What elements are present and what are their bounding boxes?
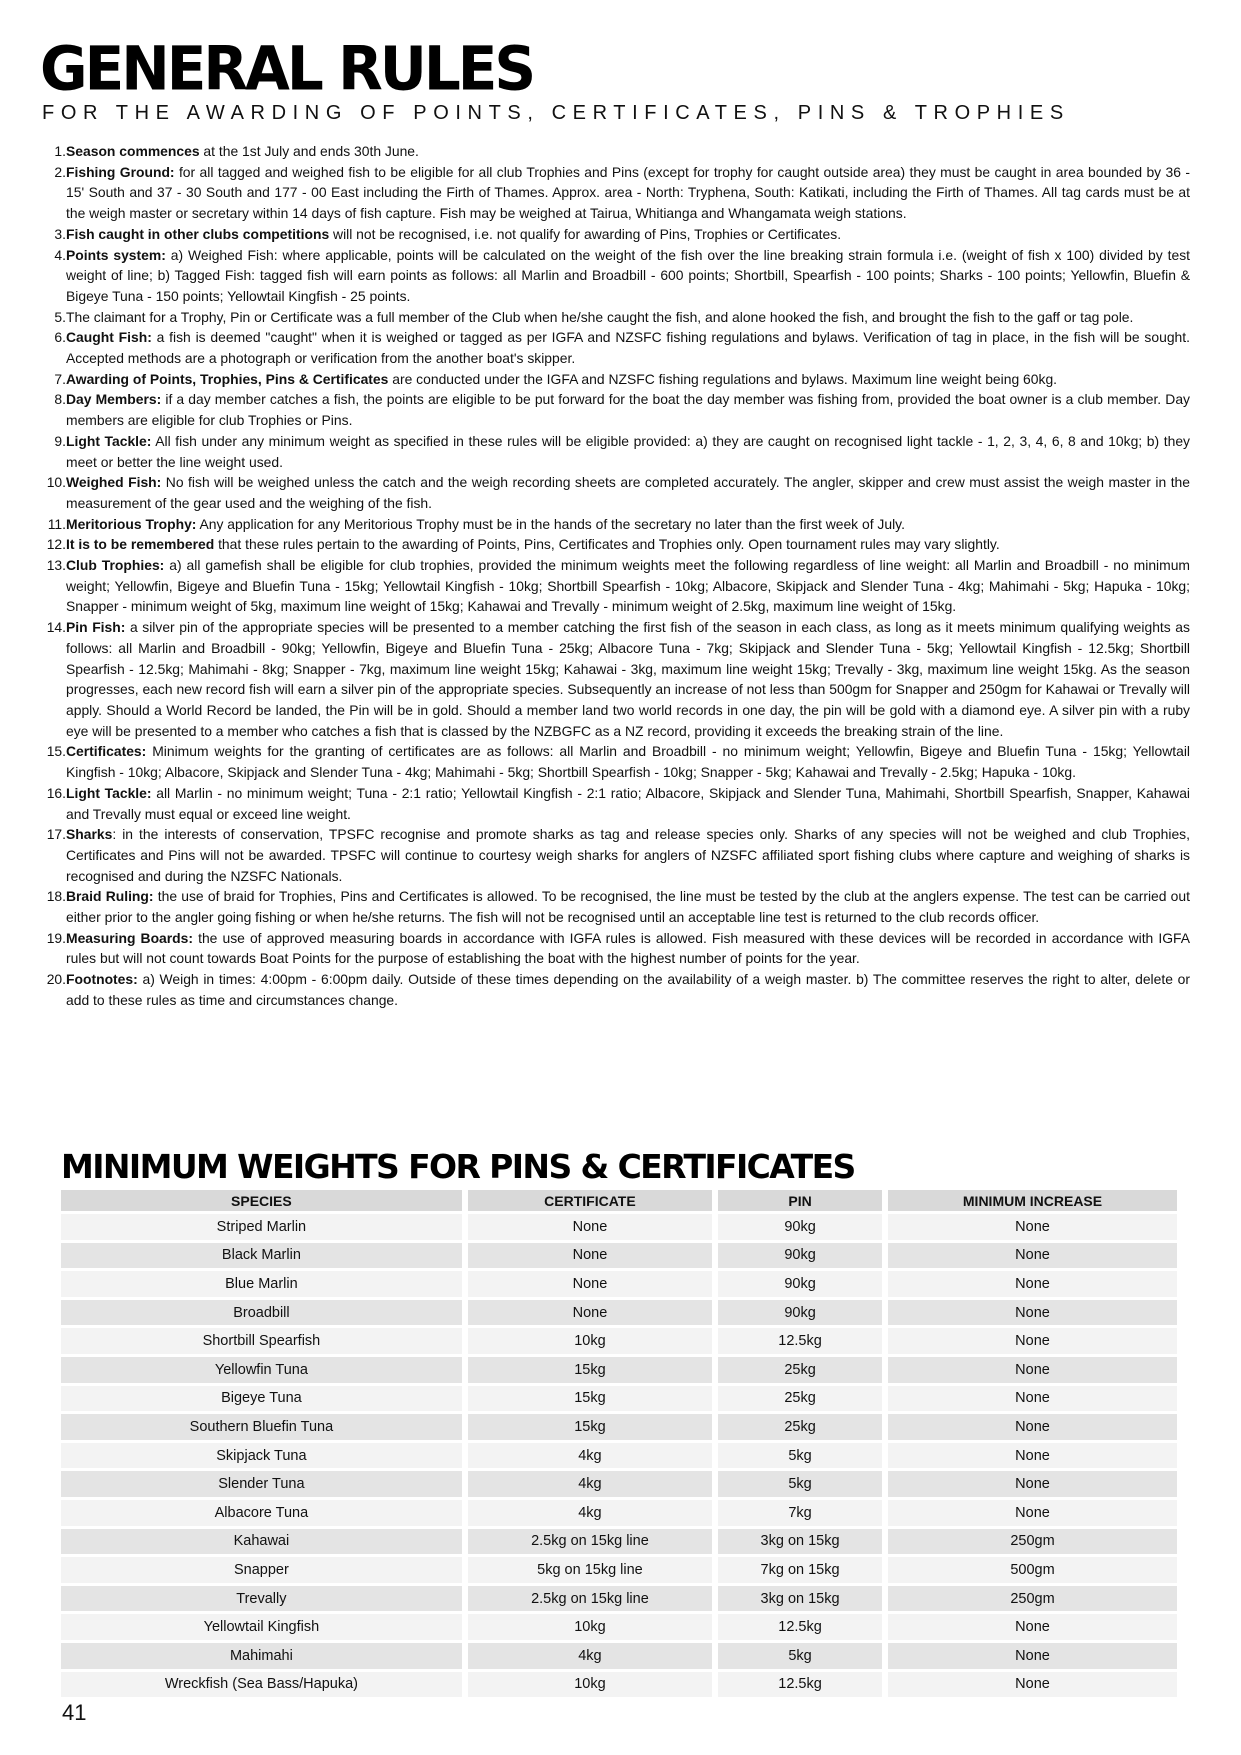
table-cell: 3kg on 15kg [718,1586,882,1612]
table-cell: None [888,1328,1177,1354]
table-cell: Wreckfish (Sea Bass/Hapuka) [61,1672,462,1698]
rule-item [54,141,1190,162]
table-cell: 10kg [468,1328,712,1354]
rule-heading: Season commences [66,143,200,159]
rule-number: 10. [46,474,66,491]
rules-list [46,141,1191,1011]
table-cell: Snapper [61,1557,462,1583]
rule-text: Any application for any Meritorious Trophy must be in the hands of the secretary no later than the first week of July. [196,515,905,532]
rule-number: 17. [46,826,66,843]
rule-item [46,928,1190,969]
table-cell: 10kg [468,1614,712,1640]
table-row [61,1586,1177,1612]
table-cell: 5kg [718,1471,882,1497]
table-cell: Striped Marlin [61,1214,462,1240]
table-cell: Broadbill [61,1300,462,1326]
table-row [61,1357,1177,1383]
table-cell: 7kg on 15kg [718,1557,882,1583]
table-cell: 7kg [718,1500,882,1526]
rule-text: at the 1st July and ends 30th June. [199,143,419,159]
table-row [61,1529,1177,1555]
table-cell: Albacore Tuna [61,1500,462,1526]
table-row [61,1386,1177,1412]
table-cell: 5kg [718,1443,882,1469]
rule-item [46,555,1190,617]
rule-item [54,389,1190,430]
rule-number: 20. [46,971,66,988]
table-row [61,1500,1177,1526]
table-cell: 4kg [468,1643,712,1669]
table-cell: 12.5kg [718,1672,882,1698]
table-cell: Slender Tuna [61,1471,462,1497]
table-cell: 90kg [718,1243,882,1269]
rule-text: are conducted under the IGFA and NZSFC fishing regulations and bylaws. Maximum line weight being 60kg. [388,370,1058,387]
table-cell: Bigeye Tuna [61,1386,462,1412]
rule-item [54,245,1190,307]
page-number: 41 [62,1700,87,1725]
table-row [61,1300,1177,1326]
table-cell: 12.5kg [718,1328,882,1354]
rule-text: Minimum weights for the granting of certificates are as follows: all Marlin and Broadbill - no minimum weight; Yellowfin, Bigeye and Bluefin Tuna - 15kg; Yellowtail Kingfish - 10kg; Albacore, Skipjack and Slender Tuna - 4kg; Mahimahi - 5kg; Shortbill Spearfish - 10kg; Snapper - 5kg; Kahawai and Trevally - 2.5kg; Hapuka - 10kg. [66,743,1190,781]
rule-item [54,431,1190,472]
column-header: SPECIES [61,1190,462,1211]
rule-heading: Points system: [66,246,166,263]
rule-text: a silver pin of the appropriate species will be presented to a member catching the first fish of the season in each class, as long as it meets minimum qualifying weights as follows: all Marlin and Broadbill - 90kg; Yellowfin, Bigeye and Bluefin Tuna - 25kg; Albacore Tuna - 7kg; Skipjack and Slender Tuna - 5kg; Yellowtail Kingfish - 12.5kg; Shortbill Spearfish - 12.5kg; Mahimahi - 8kg; Snapper - 7kg, maximum line weight 15kg; Kahawai - 3kg, maximum line weight 15kg; Trevally - 3kg, maximum line weight 15kg. As the season progresses, each new record fish will earn a silver pin of the appropriate species. Subsequently an increase of not less than 500gm for Snapper and 250gm for Kahawai or Trevally will apply. Should a World Record be landed, the Pin will be in gold. Should a member land two world records in one day, the pin will be gold with a diamond eye. A silver pin with a ruby eye will be presented to a member who catches a fish that is classed by the NZBGFC as a NZ record, providing it exceeds the breaking strain of the line. [66,619,1190,739]
table-cell: 5kg [718,1643,882,1669]
rule-text: the use of braid for Trophies, Pins and Certificates is allowed. To be recognised, the line must be tested by the club at the anglers expense. The test can be carried out either prior to the angler going fishing or when he/she returns. The fish will not be recognised until an acceptable line test is returned to the club records officer. [66,888,1190,926]
table-row [61,1614,1177,1640]
column-header: CERTIFICATE [468,1190,712,1211]
rule-heading: Sharks [66,826,113,843]
rule-item [46,783,1191,824]
table-cell: 15kg [468,1386,712,1412]
rule-text: if a day member catches a fish, the points are eligible to be put forward for the boat the day member was fishing from, provided the boat owner is a club member. Day members are eligible for club Trophies or Pins. [66,391,1190,429]
rule-item [46,969,1190,1010]
rule-text: the use of approved measuring boards in accordance with IGFA rules is allowed. Fish measured with these devices will be recorded in accordance with IGFA rules but will not count towards Boat Points for the purpose of establishing the boat with the highest number of points for the year. [66,929,1190,967]
rule-number: 2. [54,163,66,180]
column-header: PIN [718,1190,882,1211]
rule-number: 8. [54,391,66,408]
rule-number: 11. [47,515,66,532]
table-cell: Southern Bluefin Tuna [61,1414,462,1440]
rule-text: will not be recognised, i.e. not qualify for awarding of Pins, Trophies or Certificates. [329,225,842,242]
table-cell: Blue Marlin [61,1271,462,1297]
rule-item [54,327,1190,368]
table-row [61,1214,1177,1240]
table-cell: 25kg [718,1386,882,1412]
table-cell: 4kg [468,1500,712,1526]
table-cell: 2.5kg on 15kg line [468,1586,712,1612]
rule-number: 19. [46,929,66,946]
rule-number: 16. [46,784,66,801]
rule-heading: Certificates: [66,743,147,760]
rule-heading: Weighed Fish: [66,474,162,491]
rule-item [46,741,1190,782]
table-cell: None [888,1300,1177,1326]
table-row [61,1443,1177,1469]
rule-item [46,534,1190,555]
rule-heading: It is to be remembered [66,536,215,553]
table-row [61,1328,1177,1354]
table-cell: 10kg [468,1672,712,1698]
table-row [61,1643,1177,1669]
rule-text: All fish under any minimum weight as specified in these rules will be eligible provided: a) they are caught on recognised light tackle - 1, 2, 3, 4, 6, 8 and 10kg; b) they meet or better the line weight used. [66,432,1190,470]
table-cell: Yellowtail Kingfish [61,1614,462,1640]
table-cell: 12.5kg [718,1614,882,1640]
table-cell: 4kg [468,1471,712,1497]
table-cell: 25kg [718,1414,882,1440]
table-row [61,1471,1177,1497]
table-cell: None [888,1214,1177,1240]
table-cell: Mahimahi [61,1643,462,1669]
rule-number: 12. [46,536,66,553]
table-cell: 4kg [468,1443,712,1469]
rule-heading: Meritorious Trophy: [66,515,197,532]
rule-heading: Footnotes: [66,971,138,988]
table-cell: None [888,1414,1177,1440]
rule-number: 3. [54,225,66,242]
table-cell: None [888,1614,1177,1640]
weights-section-title: MINIMUM WEIGHTS FOR PINS & CERTIFICATES [61,1147,855,1186]
table-cell: None [888,1500,1177,1526]
table-cell: 90kg [718,1214,882,1240]
table-row [61,1672,1177,1698]
rule-text: The claimant for a Trophy, Pin or Certificate was a full member of the Club when he/she caught the fish, and alone hooked the fish, and brought the fish to the gaff or tag pole. [66,308,1134,325]
rule-text: : in the interests of conservation, TPSFC recognise and promote sharks as tag and release species only. Sharks of any species will not be weighed and club Trophies, Certificates and Pins will not be awarded. TPSFC will continue to courtesy weigh sharks for anglers of NZSFC affiliated sport fishing clubs where capture and weighing of sharks is recognised and during the NZSFC Nationals. [66,826,1190,884]
rule-number: 13. [46,557,66,574]
rule-number: 9. [54,432,66,449]
rule-item [46,824,1190,886]
table-row [61,1557,1177,1583]
table-cell: None [888,1271,1177,1297]
table-cell: 250gm [888,1529,1177,1555]
rule-text: for all tagged and weighed fish to be eligible for all club Trophies and Pins (except for trophy for caught outside area) they must be caught in area bounded by 36 - 15' South and 37 - 30 South and 177 - 00 East including the Firth of Thames. Approx. area - North: Tryphena, South: Katikati, including the Firth of Thames. All tag cards must be at the weigh master or secretary within 14 days of fish capture. Fish may be weighed at Tairua, Whitianga and Whangamata weigh stations. [66,163,1190,222]
table-cell: 5kg on 15kg line [468,1557,712,1583]
rule-heading: Light Tackle: [66,784,152,801]
rule-item [54,162,1190,224]
table-row [61,1271,1177,1297]
column-header: MINIMUM INCREASE [888,1190,1177,1211]
rule-item [46,886,1190,927]
minimum-weights-table [55,1187,1183,1700]
table-cell: 250gm [888,1586,1177,1612]
rule-number: 18. [46,888,66,905]
table-cell: None [888,1471,1177,1497]
table-cell: Skipjack Tuna [61,1443,462,1469]
rule-heading: Braid Ruling: [66,888,154,905]
rule-number: 1. [54,143,66,159]
rule-heading: Day Members: [66,391,162,408]
table-cell: 15kg [468,1357,712,1383]
rule-text: No fish will be weighed unless the catch and the weigh recording sheets are completed accurately. The angler, skipper and crew must assist the weigh master in the measurement of the gear used and the weighing of the fish. [66,474,1191,511]
table-cell: 3kg on 15kg [718,1529,882,1555]
rule-item [46,472,1191,513]
page-subtitle: FOR THE AWARDING OF POINTS, CERTIFICATES, PINS & TROPHIES [42,102,1070,124]
table-row [61,1414,1177,1440]
table-cell: None [468,1243,712,1269]
table-cell: None [468,1271,712,1297]
table-cell: None [888,1443,1177,1469]
rule-item [47,514,1190,535]
table-cell: None [888,1643,1177,1669]
table-cell: None [888,1243,1177,1269]
rule-number: 15. [46,743,66,760]
rule-heading: Fishing Ground: [66,163,175,180]
table-header-row [61,1190,1177,1211]
table-cell: 500gm [888,1557,1177,1583]
rule-heading: Club Trophies: [66,557,165,574]
rule-number: 6. [54,329,66,346]
table-cell: Trevally [61,1586,462,1612]
rule-text: that these rules pertain to the awarding of Points, Pins, Certificates and Trophies only. Open tournament rules may vary slightly. [214,536,1000,553]
rule-heading: Awarding of Points, Trophies, Pins & Certificates [66,370,389,387]
rule-number: 5. [54,308,66,325]
table-cell: 15kg [468,1414,712,1440]
rule-number: 14. [46,619,66,636]
rule-number: 4. [54,246,66,263]
rule-heading: Pin Fish: [66,619,126,636]
rule-text: a fish is deemed "caught" when it is weighed or tagged as per IGFA and NZSFC fishing regulations and bylaws. Verification of tag in place, in the fish will be sought. Accepted methods are a photograph or verification from the another boat's skipper. [66,329,1190,367]
table-cell: None [468,1300,712,1326]
page-title: GENERAL RULES [40,32,534,105]
table-cell: 25kg [718,1357,882,1383]
rule-text: a) Weigh in times: 4:00pm - 6:00pm daily. Outside of these times depending on the availability of a weigh master. b) The committee reserves the right to alter, delete or add to these rules as time and circumstances change. [66,971,1190,1008]
table-cell: None [888,1357,1177,1383]
rule-heading: Light Tackle: [66,432,152,449]
rule-heading: Measuring Boards: [66,929,194,946]
table-cell: 2.5kg on 15kg line [468,1529,712,1555]
table-cell: None [888,1672,1177,1698]
rule-number: 7. [54,370,66,387]
rule-text: all Marlin - no minimum weight; Tuna - 2:1 ratio; Yellowtail Kingfish - 2:1 ratio; Albacore, Skipjack and Slender Tuna, Mahimahi, Shortbill Spearfish, Snapper, Kahawai and Trevally must equal or exceed line weight. [66,784,1191,822]
table-cell: 90kg [718,1300,882,1326]
table-cell: 90kg [718,1271,882,1297]
rule-item [54,307,1190,328]
table-cell: None [468,1214,712,1240]
rule-item [54,224,1190,245]
rule-item [46,617,1190,741]
rule-heading: Fish caught in other clubs competitions [66,225,330,242]
rule-heading: Caught Fish: [66,329,152,346]
table-row [61,1243,1177,1269]
rule-item [54,369,1190,390]
rule-text: a) Weighed Fish: where applicable, points will be calculated on the weight of the fish over the line breaking strain formula i.e. (weight of fish x 100) divided by test weight of line; b) Tagged Fish: tagged fish will earn points as follows: all Marlin and Broadbill - 600 points; Shortbill, Spearfish - 100 points; Sharks - 100 points; Yellowfin, Bluefin & Bigeye Tuna - 150 points; Yellowtail Kingfish - 25 points. [66,246,1190,304]
table-cell: Kahawai [61,1529,462,1555]
table-cell: None [888,1386,1177,1412]
table-cell: Black Marlin [61,1243,462,1269]
table-cell: Yellowfin Tuna [61,1357,462,1383]
table-cell: Shortbill Spearfish [61,1328,462,1354]
rule-text: a) all gamefish shall be eligible for club trophies, provided the minimum weights meet the following regardless of line weight: all Marlin and Broadbill - no minimum weight; Yellowfin, Bigeye and Bluefin Tuna - 15kg; Yellowtail Kingfish - 10kg; Shortbill Spearfish - 10kg; Albacore, Skipjack and Slender Tuna - 4kg; Mahimahi - 5kg; Hapuka - 10kg; Snapper - minimum weight of 5kg, maximum line weight of 15kg; Kahawai and Trevally - minimum weight of 2.5kg, maximum line weight of 15kg. [66,557,1190,615]
table-body [61,1214,1177,1697]
